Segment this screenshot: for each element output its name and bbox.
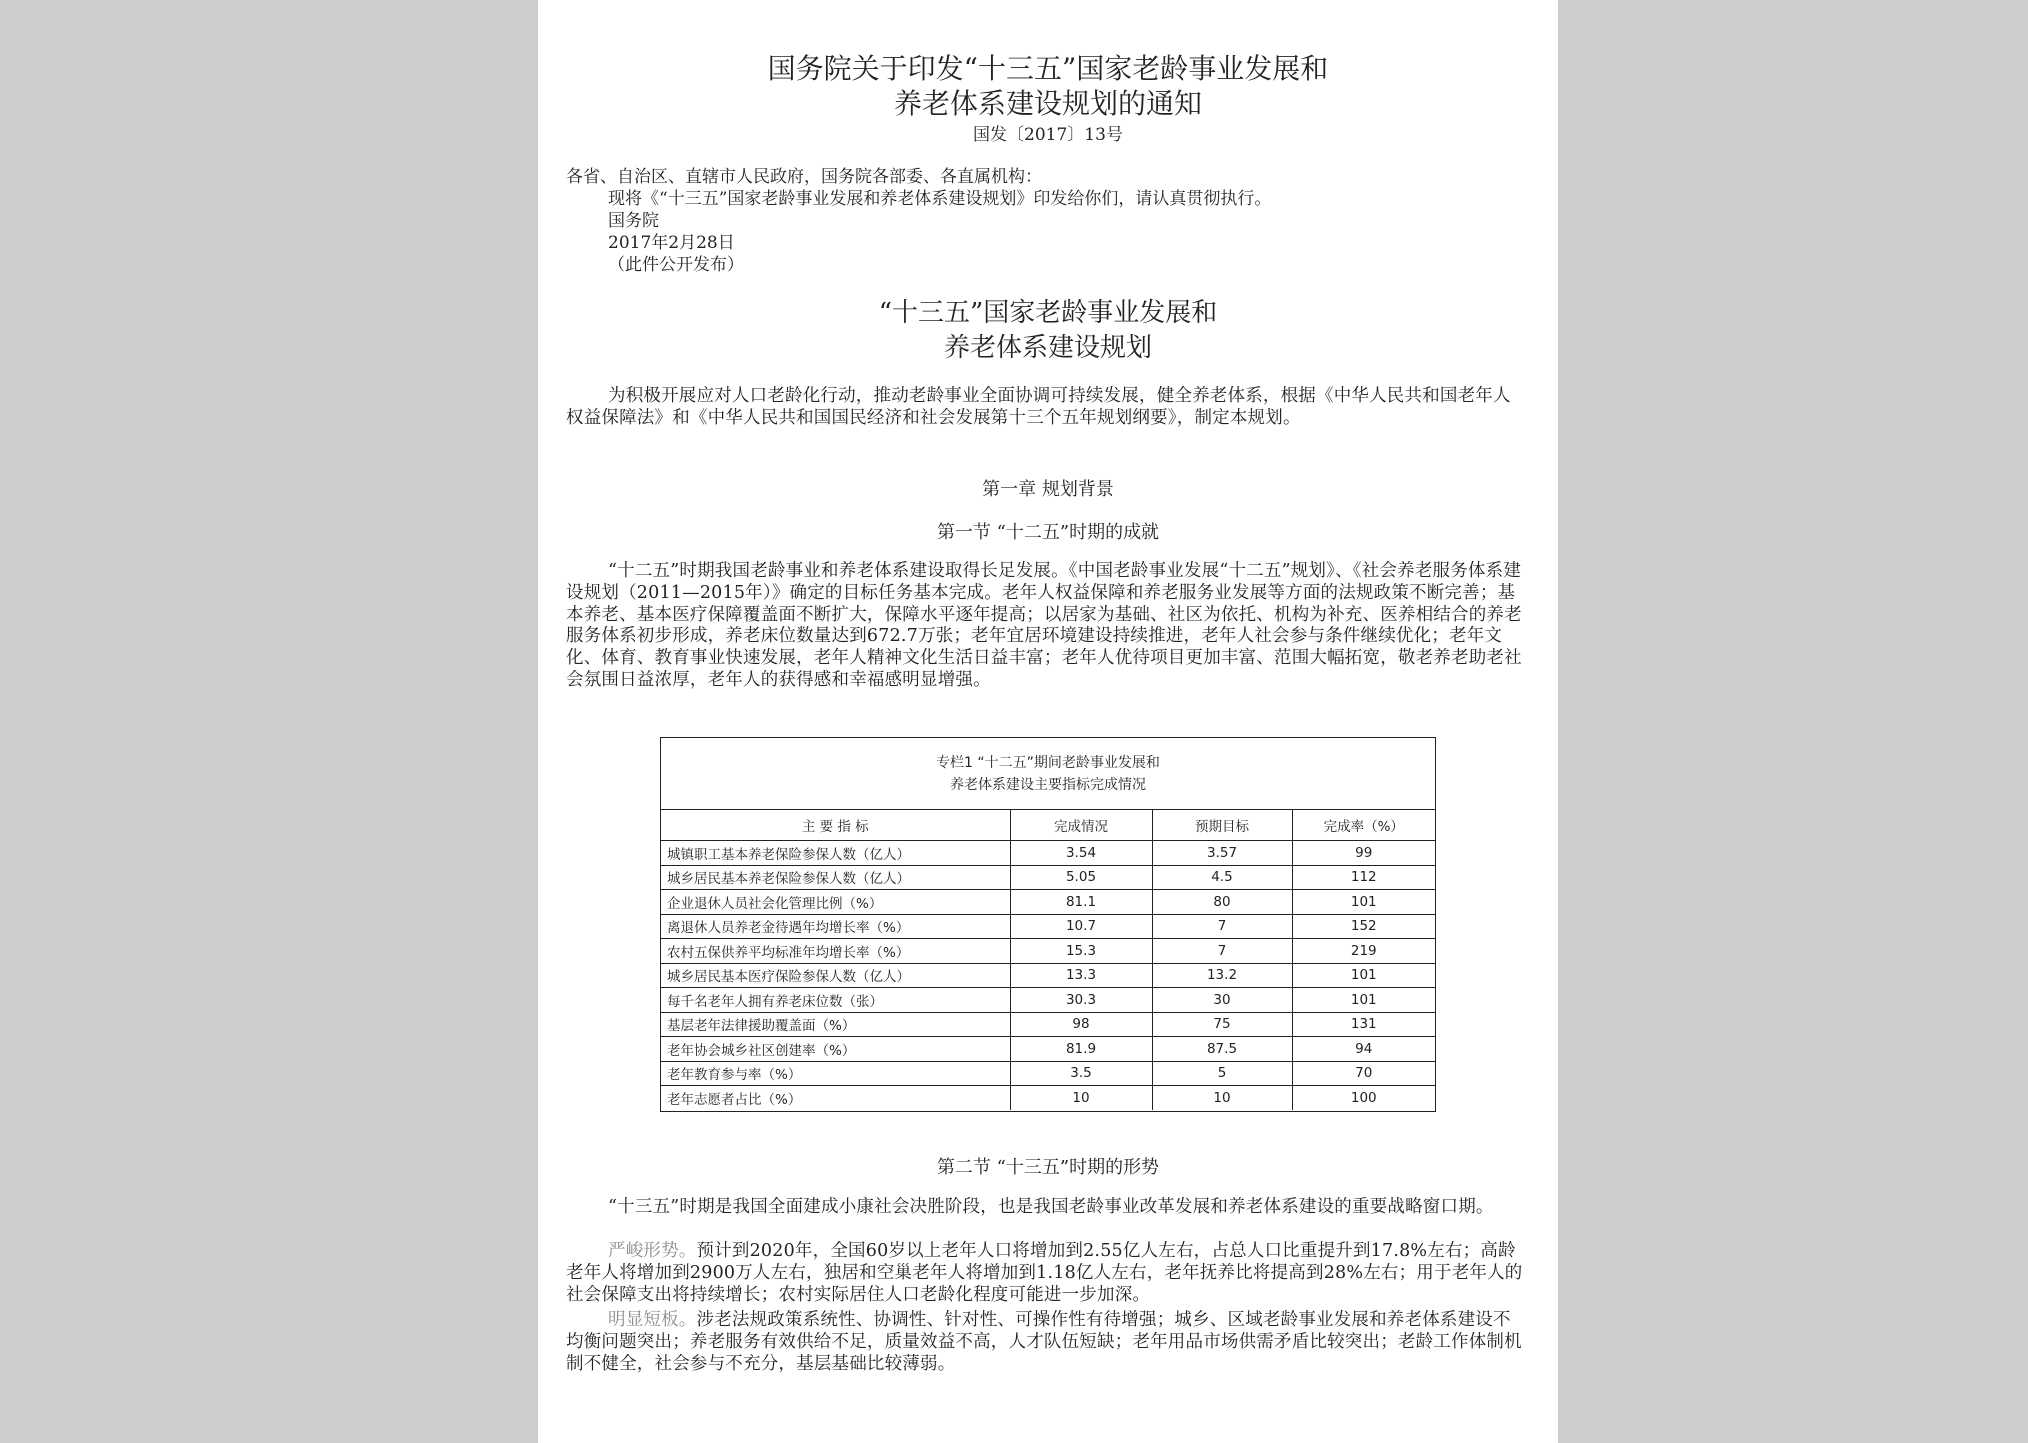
table-row (661, 939, 1435, 964)
addressee: 各省、自治区、直辖市人民政府，国务院各部委、各直属机构： (566, 167, 1042, 187)
header-indicator: 主 要 指 标 (661, 810, 1010, 841)
plan-title-line2: 养老体系建设规划 (943, 333, 1152, 363)
header-rate: 完成率（%） (1292, 810, 1435, 841)
actual-cell: 98 (1010, 1012, 1152, 1037)
target-cell: 30 (1152, 988, 1292, 1013)
actual-cell: 81.9 (1010, 1037, 1152, 1062)
indicator-cell: 企业退休人员社会化管理比例（%） (661, 890, 1010, 915)
header-target: 预期目标 (1152, 810, 1292, 841)
indicator-cell: 城镇职工基本养老保险参保人数（亿人） (661, 841, 1010, 866)
table-title-line1: 专栏1 “十二五”期间老龄事业发展和 (936, 755, 1160, 771)
section-1-heading: 第一节 “十二五”时期的成就 (936, 522, 1160, 543)
table-row (661, 988, 1435, 1013)
section-2-text: “十三五”时期是我国全面建成小康社会决胜阶段，也是我国老龄事业改革发展和养老体系建设的重要战略窗口期。 (608, 1197, 1494, 1217)
rate-cell: 112 (1292, 865, 1435, 890)
rate-cell: 131 (1292, 1012, 1435, 1037)
actual-cell: 81.1 (1010, 890, 1152, 915)
indicator-cell: 每千名老年人拥有养老床位数（张） (661, 988, 1010, 1013)
actual-cell: 15.3 (1010, 939, 1152, 964)
actual-cell: 13.3 (1010, 963, 1152, 988)
target-cell: 10 (1152, 1086, 1292, 1110)
issue-date: 2017年2月28日 (608, 233, 735, 253)
table-row (661, 890, 1435, 915)
target-cell: 3.57 (1152, 841, 1292, 866)
target-cell: 80 (1152, 890, 1292, 915)
table-row (661, 841, 1435, 866)
table-title-line2: 养老体系建设主要指标完成情况 (950, 777, 1146, 793)
rate-cell: 99 (1292, 841, 1435, 866)
rate-cell: 219 (1292, 939, 1435, 964)
notice-body: 现将《“十三五”国家老龄事业发展和养老体系建设规划》印发给你们，请认真贯彻执行。 (608, 189, 1272, 209)
severe-situation-text: 预计到2020年，全国60岁以上老年人口将增加到2.55亿人左右，占总人口比重提升到17.8%左右；高龄老年人将增加到2900万人左右，独居和空巢老年人将增加到1.18亿人左右，老年抚养比将提高到28%左右；用于老年人的社会保障支出将持续增长；农村实际居住人口老龄化程度可能进一步加深。 (566, 1241, 1523, 1305)
shortboard-text: 涉老法规政策系统性、协调性、针对性、可操作性有待增强；城乡、区域老龄事业发展和养老体系建设不均衡问题突出；养老服务有效供给不足，质量效益不高，人才队伍短缺；老年用品市场供需矛盾比较突出；老龄工作体制机制不健全，社会参与不充分，基层基础比较薄弱。 (566, 1310, 1522, 1374)
severe-situation-label: 严峻形势。 (608, 1241, 697, 1261)
header-actual: 完成情况 (1010, 810, 1152, 841)
table-row (661, 865, 1435, 890)
table-header-row (661, 810, 1435, 841)
document-page (538, 0, 1558, 1443)
shortboard-label: 明显短板。 (608, 1310, 697, 1330)
section-1-text: “十二五”时期我国老龄事业和养老体系建设取得长足发展。《中国老龄事业发展“十二五”规划》、《社会养老服务体系建设规划（2011—2015年）》确定的目标任务基本完成。老年人权益保障和养老服务业发展等方面的法规政策不断完善；基本养老、基本医疗保障覆盖面不断扩大，保障水平逐年提高；以居家为基础、社区为依托、机构为补充、医养相结合的养老服务体系初步形成，养老床位数量达到672.7万张；老年宜居环境建设持续推进，老年人社会参与条件继续优化；老年文化、体育、教育事业快速发展，老年人精神文化生活日益丰富；老年人优待项目更加丰富、范围大幅拓宽，敬老养老助老社会氛围日益浓厚，老年人的获得感和幸福感明显增强。 (566, 561, 1522, 690)
target-cell: 5 (1152, 1061, 1292, 1086)
table-title (661, 752, 1435, 796)
indicator-cell: 老年协会城乡社区创建率（%） (661, 1037, 1010, 1062)
indicator-cell: 老年教育参与率（%） (661, 1061, 1010, 1086)
table-row (661, 1012, 1435, 1037)
notice-title-line1: 国务院关于印发“十三五”国家老龄事业发展和 (767, 52, 1329, 85)
indicator-table-box (660, 737, 1436, 1112)
table-row (661, 963, 1435, 988)
target-cell: 87.5 (1152, 1037, 1292, 1062)
target-cell: 75 (1152, 1012, 1292, 1037)
rate-cell: 94 (1292, 1037, 1435, 1062)
indicator-cell: 老年志愿者占比（%） (661, 1086, 1010, 1110)
target-cell: 4.5 (1152, 865, 1292, 890)
rate-cell: 70 (1292, 1061, 1435, 1086)
notice-title-line2: 养老体系建设规划的通知 (893, 87, 1202, 120)
actual-cell: 3.5 (1010, 1061, 1152, 1086)
plan-intro: 为积极开展应对人口老龄化行动，推动老龄事业全面协调可持续发展，健全养老体系，根据《中华人民共和国老年人权益保障法》和《中华人民共和国国民经济和社会发展第十三个五年规划纲要》，制定本规划。 (566, 386, 1511, 428)
section-2-heading: 第二节 “十三五”时期的形势 (936, 1157, 1160, 1178)
target-cell: 13.2 (1152, 963, 1292, 988)
doc-number: 国发〔2017〕13号 (973, 125, 1123, 145)
rate-cell: 152 (1292, 914, 1435, 939)
rate-cell: 101 (1292, 890, 1435, 915)
table-row (661, 1086, 1435, 1110)
table-row (661, 914, 1435, 939)
target-cell: 7 (1152, 914, 1292, 939)
actual-cell: 10.7 (1010, 914, 1152, 939)
actual-cell: 3.54 (1010, 841, 1152, 866)
release-note: （此件公开发布） (608, 255, 744, 275)
indicator-cell: 农村五保供养平均标准年均增长率（%） (661, 939, 1010, 964)
rate-cell: 101 (1292, 988, 1435, 1013)
actual-cell: 30.3 (1010, 988, 1152, 1013)
issuer: 国务院 (608, 211, 659, 231)
indicator-cell: 城乡居民基本养老保险参保人数（亿人） (661, 865, 1010, 890)
indicator-cell: 基层老年法律援助覆盖面（%） (661, 1012, 1010, 1037)
plan-title-line1: “十三五”国家老龄事业发展和 (878, 298, 1218, 328)
shortboard-paragraph (566, 1310, 1526, 1375)
target-cell: 7 (1152, 939, 1292, 964)
actual-cell: 5.05 (1010, 865, 1152, 890)
rate-cell: 101 (1292, 963, 1435, 988)
rate-cell: 100 (1292, 1086, 1435, 1110)
table-row (661, 1061, 1435, 1086)
indicator-table (661, 809, 1435, 1110)
indicator-cell: 城乡居民基本医疗保险参保人数（亿人） (661, 963, 1010, 988)
actual-cell: 10 (1010, 1086, 1152, 1110)
chapter-1-heading: 第一章 规划背景 (982, 479, 1114, 500)
table-row (661, 1037, 1435, 1062)
indicator-cell: 离退休人员养老金待遇年均增长率（%） (661, 914, 1010, 939)
severe-situation-paragraph (566, 1241, 1526, 1306)
